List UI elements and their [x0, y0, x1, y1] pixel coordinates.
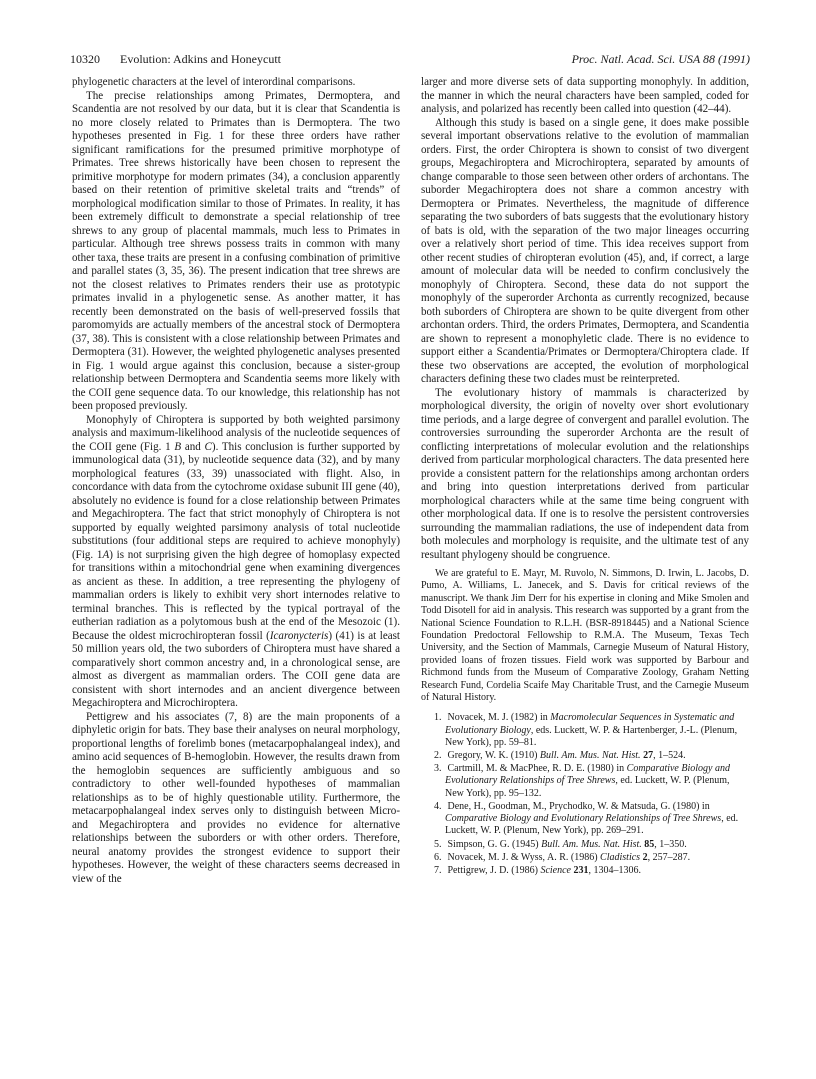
- paragraph: Monophyly of Chiroptera is supported by both weighted parsimony analysis and maximum-likelihood analysis of the nucleotide sequences of the COII gene (Fig. 1 B and C). This conclusion is further supported by immunological data (31), by nucleotide sequence data (32), and by many morphological features (33, 39) unassociated with flight. Also, in concordance with data from the cytochrome oxidase subunit III gene (40), absolutely no evidence is found for a close relationship between Primates and Megachiroptera. The fact that strict monophyly of Chiroptera is not supported by equally weighted parsimony analysis of total nucleotide substitutions (four additional steps are required to achieve monophyly) (Fig. 1A) is not surprising given the high degree of homoplasy expected for transitions within a mitochondrial gene when examining divergences as ancient as these. In addition, a tree representing the phylogeny of mammalian orders is likely to exhibit very short internodes relative to terminal branches. This is reflected by the typical portrayal of the eutherian radiation as a polytomous bush at the end of the Mesozoic (1). Because the oldest microchiropteran fossil (Icaronycteris) (41) is at least 50 million years old, the two suborders of Chiroptera must have shared a comparatively short common ancestry and, in a chronological sense, are almost as divergent as mammalian orders. The COII gene data are consistent with short internodes and an ancient divergence between Megachiroptera and Microchiroptera.: [72, 413, 400, 709]
- acknowledgment: We are grateful to E. Mayr, M. Ruvolo, N. Simmons, D. Irwin, L. Jacobs, D. Pumo, A. Williams, L. Janecek, and S. Davis for critical reviews of the manuscript. We thank Jim Derr for his expertise in cloning and Mike Smolen and Todd Disotell for aid in analysis. This research was supported by a grant from the National Science Foundation to R.L.H. (BSR-8918445) and a National Science Foundation Predoctoral Fellowship to R.M.A. The Museum, Texas Tech University, and the Section of Mammals, Carnegie Museum of Natural History, provided loans of frozen tissues. Field work was supported by Barbour and Richmond funds from the Museum of Comparative Zoology, Graham Netting Research Fund, Cordelia Scaife May Charitable Trust, and the Carnegie Museum of Natural History.: [421, 568, 749, 704]
- reference-item: 7. Pettigrew, J. D. (1986) Science 231, 1304–1306.: [434, 864, 641, 876]
- running-title: Evolution: Adkins and Honeycutt: [120, 52, 281, 66]
- paragraph: Pettigrew and his associates (7, 8) are the main proponents of a diphyletic origin for bats. They base their analyses on neural morphology, proportional lengths of forelimb bones (metacarpophalangeal index), and amino acid sequences of B-hemoglobin. However, the results drawn from the hemoglobin sequences are sufficiently ambiguous and so contradictory to other well-founded hypotheses of mammalian relationships as to be of highly questionable utility. Furthermore, the metacarpophalangeal index serves only to distinguish between Micro- and Megachiroptera and provides no evidence for alternative relationships between the suborders or with other orders. Therefore, neural anatomy provides the strongest evidence to support their hypotheses. However, the weight of these characters seems decreased in view of the: [72, 710, 400, 885]
- reference-item: 2. Gregory, W. K. (1910) Bull. Am. Mus. Nat. Hist. 27, 1–524.: [434, 750, 686, 762]
- reference-item: 5. Simpson, G. G. (1945) Bull. Am. Mus. Nat. Hist. 85, 1–350.: [434, 838, 687, 850]
- reference-item: 3. Cartmill, M. & MacPhee, R. D. E. (1980) in Comparative Biology and Evolutionary Relationships of Tree Shrews, ed. Luckett, W. P. (Plenum, New York), pp. 95–132.: [434, 763, 730, 799]
- reference-item: 1. Novacek, M. J. (1982) in Macromolecular Sequences in Systematic and Evolutionary Biology, eds. Luckett, W. P. & Hartenberger, J.-L. (Plenum, New York), pp. 59–81.: [434, 712, 738, 748]
- right-column: [421, 76, 749, 878]
- reference-item: 6. Novacek, M. J. & Wyss, A. R. (1986) Cladistics 2, 257–287.: [434, 851, 691, 863]
- paragraph: larger and more diverse sets of data supporting monophyly. In addition, the manner in which the neural characters have been sampled, coded for analysis, and polarized has recently been called into question (42–44).: [421, 76, 749, 115]
- journal-citation: Proc. Natl. Acad. Sci. USA 88 (1991): [571, 52, 750, 66]
- paragraph: Although this study is based on a single gene, it does make possible several important observations relative to the evolution of mammalian orders. First, the order Chiroptera is shown to consist of two divergent groups, Megachiroptera and Microchiroptera, separated by amounts of change comparable to those seen between other orders of archontans. The suborder Megachiroptera does not share a common ancestry with Dermoptera or Primates. Nevertheless, the magnitude of difference separating the two suborders of bats suggests that the evolutionary history of bats is old, with the separation of the two major lineages occurring over a relatively short period of time. This idea receives support from other recent studies of chiropteran evolution (45), and, if correct, a large amount of molecular data will be needed to confirm conclusively the monophyly of Chiroptera. Second, these data do not support the monophyly of the superorder Archonta as currently recognized, because both suborders of Chiroptera are shown to be quite divergent from other archontan orders. Third, the orders Primates, Dermoptera, and Scandentia are shown to represent a monophyletic clade. There is no evidence to support either a Scandentia/Primates or Dermoptera/Chiroptera clade. If these two observations are accepted, the evolution of morphological characters defining these two clades must be reinterpreted.: [421, 116, 749, 385]
- reference-list: [421, 712, 749, 877]
- reference-item: 4. Dene, H., Goodman, M., Prychodko, W. & Matsuda, G. (1980) in Comparative Biology and Evolutionary Relationships of Tree Shrews, ed. Luckett, W. P. (Plenum, New York), pp. 269–291.: [434, 800, 739, 837]
- page-number: 10320: [70, 52, 100, 66]
- paragraph: phylogenetic characters at the level of interordinal comparisons.: [72, 76, 356, 88]
- left-column: [72, 76, 400, 886]
- paragraph: The precise relationships among Primates, Dermoptera, and Scandentia are not resolved by our data, but it is clear that Scandentia is no more closely related to Primates than is Dermoptera. The two hypotheses presented in Fig. 1 for these three orders have rather significant ramifications for the presumed primitive morphotype of Primates. Tree shrews historically have been chosen to represent the primitive morphotype for modern primates (34), a conclusion apparently based on their retention of primitive skeletal traits and “trends” of morphological modification similar to those of Primates. In reality, it has been extremely difficult to demonstrate a special relationship of tree shrews to any group of placental mammals, much less to Primates in particular. Although tree shrews possess traits in common with many other taxa, these traits are present in a confusing combination of primitive and parallel states (3, 35, 36). The present indication that tree shrews are not the closest relatives to Primates renders their use as prototypic primates invalid in a phylogenetic sense. As another matter, it has recently been demonstrated on the basis of well-preserved fossils that paromomyids are actually members of the ancestral stock of Dermoptera (37, 38). This is consistent with a close relationship between Primates and Dermoptera (31). However, the weighted phylogenetic analyses presented in Fig. 1 would argue against this conclusion, because a sister-group relationship between Dermoptera and Scandentia seems more likely with the COII gene sequence data. To our knowledge, this relationship has not been proposed previously.: [72, 89, 400, 412]
- page-header: [70, 52, 750, 70]
- paragraph: The evolutionary history of mammals is characterized by morphological diversity, the origin of novelty over short evolutionary time periods, and a large degree of convergent and parallel evolution. The controversies surrounding the superorder Archonta are the result of conflicting interpretations of molecular evolution and the relationships derived from particular morphological characters. The data presented here provide a consistent pattern for the relationships among archontan orders and bring into question interpretations derived from particular morphological characters while at the same time being congruent with other morphological data. If one is to resolve the persistent controversies surrounding the mammalian radiations, the use of independent data from both molecules and morphology is requisite, and the ultimate test of any resultant phylogeny should be congruence.: [421, 386, 749, 561]
